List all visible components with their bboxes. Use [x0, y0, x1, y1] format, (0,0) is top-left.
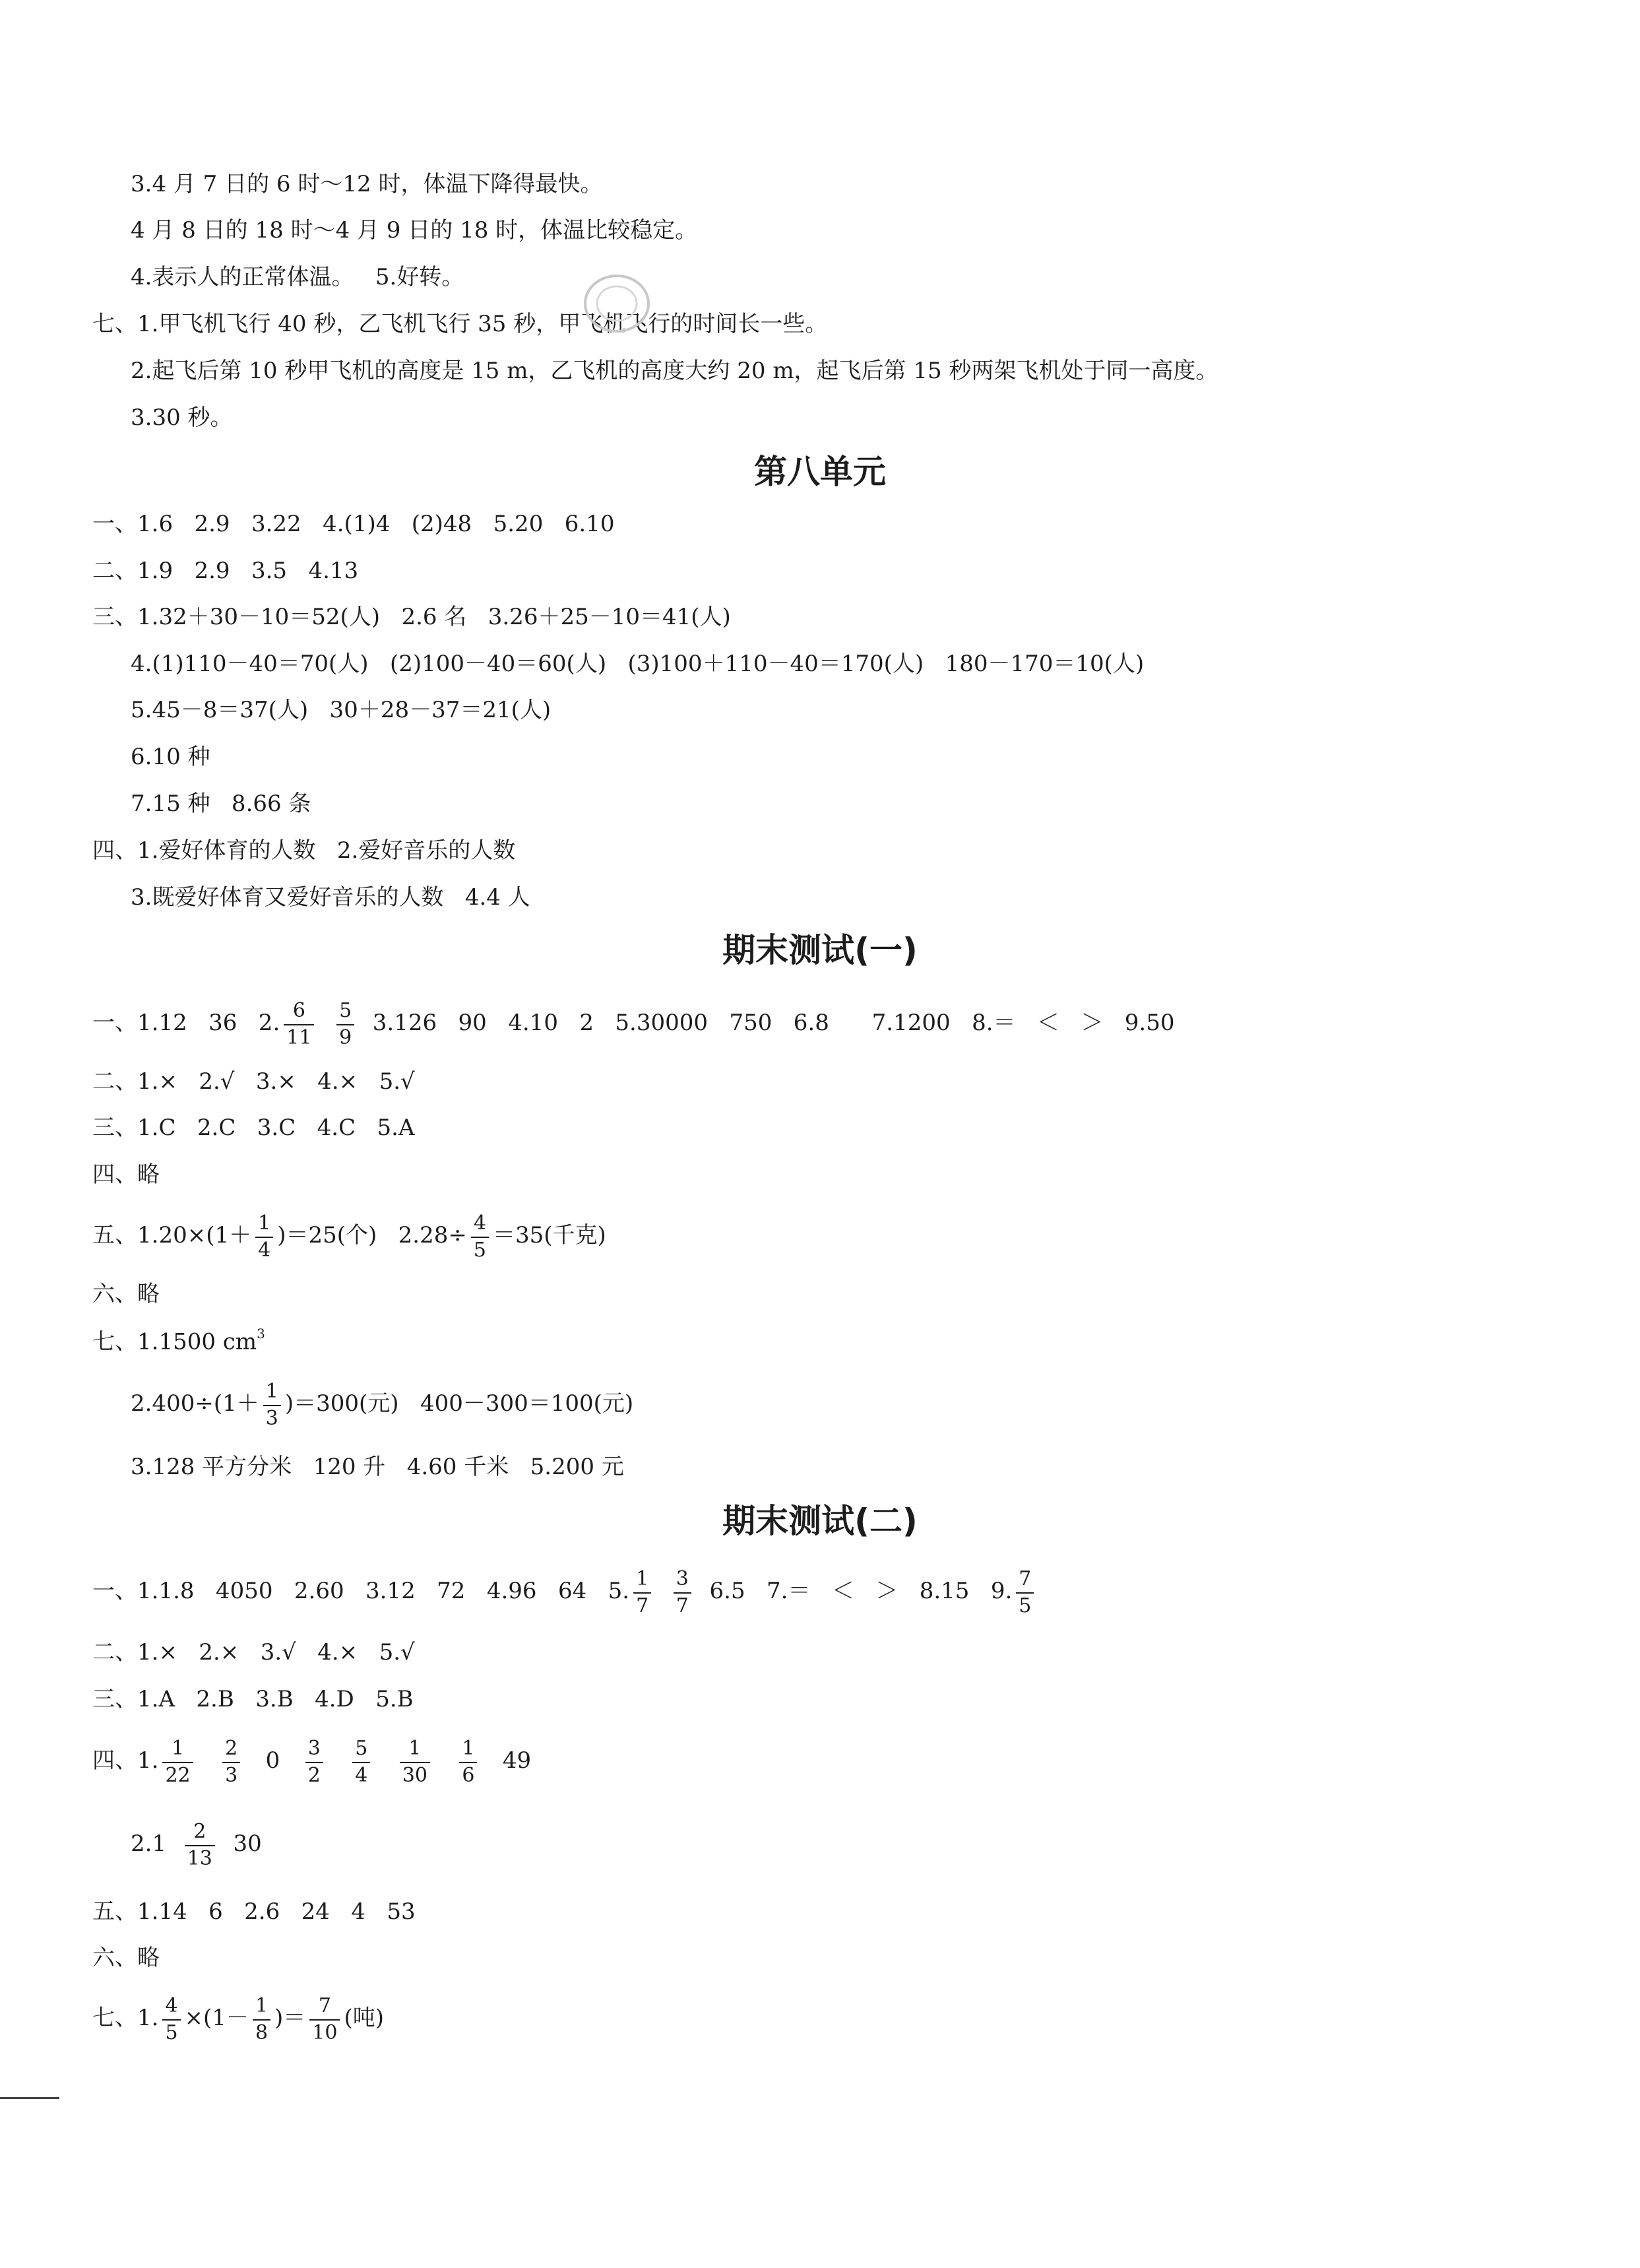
fraction: $\frac{1}{3}$	[263, 1382, 281, 1429]
answer-line: 六、略	[92, 1945, 160, 1971]
answer-line: 一、1.1.8 4050 2.60 3.12 72 4.96 64 5. $\frac{1}{7}$ $\frac{3}{7}$ 6.5 7.＝ ＜ ＞ 8.15 9. $\frac{7}{5}$	[92, 1561, 1038, 1621]
answer-line: 4 月 8 日的 18 时～4 月 9 日的 18 时，体温比较稳定。	[131, 217, 698, 243]
fraction: $\frac{5}{9}$	[336, 1001, 354, 1048]
answer-line: 四、1.爱好体育的人数 2.爱好音乐的人数	[92, 837, 516, 864]
answer-line: 5.45－8＝37(人) 30＋28－37＝21(人)	[131, 697, 552, 723]
answer-line: 七、1. $\frac{4}{5}$ ×(1－ $\frac{1}{8}$ )＝ $\frac{7}{10}$ (吨)	[92, 1993, 385, 2044]
fraction: $\frac{3}{7}$	[674, 1569, 691, 1616]
fraction: $\frac{7}{5}$	[1016, 1569, 1034, 1616]
stamp-mark-icon	[581, 271, 653, 337]
answer-line: 一、1.6 2.9 3.22 4.(1)4 (2)48 5.20 6.10	[92, 511, 615, 537]
answer-line: 五、1.14 6 2.6 24 4 53	[92, 1898, 416, 1925]
fraction: $\frac{1}{7}$	[633, 1569, 651, 1616]
answer-line: 四、略	[92, 1161, 160, 1188]
answer-line: 一、1.12 36 2. $\frac{6}{11}$ $\frac{5}{9}$ 3.126 90 4.10 2 5.30000 750 6.8 7.1200 8.＝ ＜ ＞ 9.50	[92, 998, 1175, 1049]
fraction: $\frac{1}{4}$	[255, 1214, 273, 1260]
fraction: $\frac{7}{10}$	[309, 1996, 340, 2043]
answer-line: 3.既爱好体育又爱好音乐的人数 4.4 人	[131, 884, 530, 911]
fraction: $\frac{4}{5}$	[471, 1214, 489, 1260]
fraction: $\frac{5}{4}$	[352, 1739, 370, 1786]
answer-line: 六、略	[92, 1281, 160, 1307]
answer-line: 4.表示人的正常体温。 5.好转。	[131, 264, 464, 290]
answer-line: 五、1.20×(1＋ $\frac{1}{4}$ )＝25(个) 2.28÷ $\frac{4}{5}$ ＝35(千克)	[92, 1211, 606, 1262]
fraction: $\frac{3}{2}$	[305, 1739, 323, 1786]
answer-line: 二、1.9 2.9 3.5 4.13	[92, 558, 359, 584]
section-title: 第八单元	[754, 453, 886, 491]
fraction: $\frac{2}{13}$	[185, 1822, 215, 1869]
answer-line: 二、1.× 2.× 3.√ 4.× 5.√	[92, 1639, 415, 1666]
fraction: $\frac{6}{11}$	[284, 1001, 314, 1048]
answer-line: 三、1.32＋30－10＝52(人) 2.6 名 3.26＋25－10＝41(人)	[92, 604, 731, 630]
answer-line: 6.10 种	[131, 744, 210, 770]
answer-line: 3.30 秒。	[131, 405, 233, 431]
answer-line: 3.128 平方分米 120 升 4.60 千米 5.200 元	[131, 1454, 624, 1480]
answer-line: 2.起飞后第 10 秒甲飞机的高度是 15 m，乙飞机的高度大约 20 m，起飞后第 15 秒两架飞机处于同一高度。	[131, 358, 1218, 384]
bottom-rule	[0, 2097, 59, 2099]
fraction: $\frac{1}{30}$	[400, 1739, 430, 1786]
answer-line: 3.4 月 7 日的 6 时～12 时，体温下降得最快。	[131, 171, 603, 197]
answer-line: 2.1 $\frac{2}{13}$ 30	[131, 1819, 262, 1870]
section-title: 期末测试(二)	[722, 1502, 918, 1540]
answer-line: 三、1.C 2.C 3.C 4.C 5.A	[92, 1115, 415, 1141]
fraction: $\frac{1}{22}$	[162, 1739, 193, 1786]
answer-line: 七、1.1500 $cm^3$	[92, 1326, 265, 1355]
section-title: 期末测试(一)	[722, 931, 918, 969]
answer-line: 2.400÷(1＋ $\frac{1}{3}$ )＝300(元) 400－300＝100(元)	[131, 1379, 634, 1430]
fraction: $\frac{1}{8}$	[253, 1996, 270, 2043]
answer-line: 七、1.甲飞机飞行 40 秒，乙飞机飞行 35 秒，甲飞机飞行的时间长一些。	[92, 311, 828, 337]
fraction: $\frac{4}{5}$	[162, 1996, 180, 2043]
answer-line: 三、1.A 2.B 3.B 4.D 5.B	[92, 1686, 414, 1712]
answer-line: 四、1. $\frac{1}{22}$ $\frac{2}{3}$ 0 $\frac{3}{2}$ $\frac{5}{4}$ $\frac{1}{30}$ $\frac{1}{6}$ 49	[92, 1736, 532, 1787]
fraction: $\frac{2}{3}$	[222, 1739, 240, 1786]
answer-line: 4.(1)110－40＝70(人) (2)100－40＝60(人) (3)100＋110－40＝170(人) 180－170＝10(人)	[131, 651, 1145, 677]
answer-line: 二、1.× 2.√ 3.× 4.× 5.√	[92, 1068, 415, 1095]
fraction: $\frac{1}{6}$	[459, 1739, 477, 1786]
answer-line: 7.15 种 8.66 条	[131, 791, 311, 817]
